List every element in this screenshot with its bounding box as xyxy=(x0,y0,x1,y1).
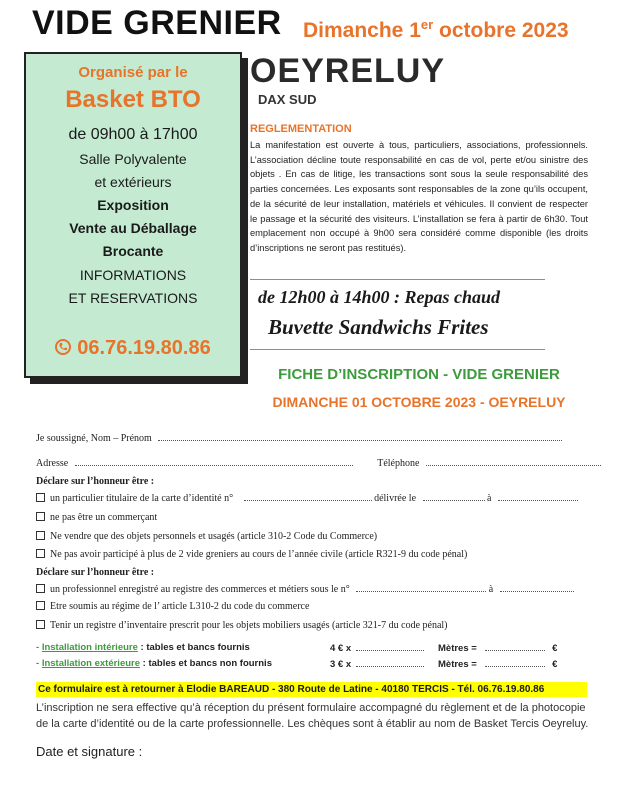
declare-heading-2: Déclare sur l’honneur être : xyxy=(36,567,155,578)
option-label: Ne pas avoir participé à plus de 2 vide greniers au cours de l’année civile (article R321-9 du code pénal) xyxy=(50,549,468,560)
option-label: Tenir un registre d’inventaire prescrit pour les objets mobiliers usagés (article 321-7 du code pénal) xyxy=(50,620,448,631)
signature-label: Date et signature : xyxy=(36,744,143,759)
info-line: INFORMATIONS xyxy=(79,267,187,283)
form-title: FICHE D’INSCRIPTION - VIDE GRENIER xyxy=(278,366,560,383)
installation-desc: : tables et bancs non fournis xyxy=(140,658,272,669)
delivree-label: délivrée le xyxy=(374,493,417,504)
address-field[interactable] xyxy=(75,457,353,466)
dash: - xyxy=(36,642,42,653)
installation-label: Installation extérieure xyxy=(41,658,141,669)
option-label: un particulier titulaire de la carte d’identité n° xyxy=(50,493,234,504)
dash: - xyxy=(36,658,42,669)
option-label: Ne vendre que des objets personnels et usagés (article 310-2 Code du Commerce) xyxy=(50,531,378,542)
checkbox[interactable] xyxy=(36,620,45,629)
option-label: ne pas être un commerçant xyxy=(50,512,158,523)
organizer-box xyxy=(24,52,242,378)
installation-label: Installation intérieure xyxy=(41,642,138,653)
installation-interieure xyxy=(36,642,250,653)
a-label: à xyxy=(487,493,492,504)
activity-exposition: Exposition xyxy=(97,197,169,213)
town-name: OEYRELUY xyxy=(250,52,446,90)
metres-field[interactable] xyxy=(485,658,545,667)
address-label: Adresse xyxy=(36,458,69,469)
id-date-field[interactable] xyxy=(423,492,485,501)
declare-heading: Déclare sur l’honneur être : xyxy=(36,476,155,487)
divider xyxy=(250,279,545,280)
option-commercant xyxy=(36,512,157,523)
price: 3 € x xyxy=(330,659,352,670)
option-participe xyxy=(36,549,467,560)
option-professionnel xyxy=(36,583,574,595)
exterieure-qty xyxy=(330,658,424,670)
reglementation-text: La manifestation est ouverte à tous, particuliers, associations, professionnels. L’association décline toute responsabilité en cas de vol, perte et/ou sinistre des objets . En cas de litige, les transactions sont sous la seule responsabilité des parties concernées. Les exposants sont responsables de la zone qu’ils occupent, de la sécurité de leur installation, matériels et véhicules. Il convient de respecter le passage et la sécurité des visiteurs. L’installation se fera à partir de 6h30. Tout emplacement non occupé à 9h00 sera considéré comme disponible (les droits d’inscriptions ne seront pas restitués). xyxy=(250,140,588,253)
price: 4 € x xyxy=(330,643,352,654)
id-place-field[interactable] xyxy=(498,492,578,501)
name-row xyxy=(36,432,562,444)
phone-field[interactable] xyxy=(426,457,601,466)
exterieure-metres xyxy=(438,658,557,670)
checkbox[interactable] xyxy=(36,549,45,558)
venue-ext: et extérieurs xyxy=(94,174,172,190)
a-label: à xyxy=(488,584,494,595)
date-suffix: octobre 2023 xyxy=(433,19,569,42)
checkbox[interactable] xyxy=(36,601,45,610)
installation-desc: : tables et bancs fournis xyxy=(137,642,250,653)
reglementation-title: REGLEMENTATION xyxy=(250,123,352,135)
return-address: Ce formulaire est à retourner à Elodie BAREAUD - 380 Route de Latine - 40180 TERCIS - Tél. 06.76.19.80.86 xyxy=(36,682,587,697)
id-number-field[interactable] xyxy=(244,492,372,501)
checkbox[interactable] xyxy=(36,531,45,540)
option-vendre xyxy=(36,531,377,542)
option-particulier xyxy=(36,492,578,504)
checkbox[interactable] xyxy=(36,512,45,521)
opening-hours: de 09h00 à 17h00 xyxy=(68,126,198,143)
qty-field[interactable] xyxy=(356,658,424,667)
euro: € xyxy=(552,643,558,654)
organizer-club: Basket BTO xyxy=(65,86,201,113)
interieure-qty xyxy=(330,642,424,654)
phone-label: Téléphone xyxy=(377,458,420,469)
option-registre xyxy=(36,620,448,631)
checkbox[interactable] xyxy=(36,493,45,502)
metres-label: Mètres = xyxy=(438,659,477,670)
form-date: DIMANCHE 01 OCTOBRE 2023 - OEYRELUY xyxy=(272,394,566,410)
option-label: Etre soumis au régime de l’ article L310-2 du code du commerce xyxy=(50,601,310,612)
registration-note: L’inscription ne sera effective qu’à réception du présent formulaire accompagné du règlement et de la photocopie de la carte d’identité ou de la carte professionnelle. Les chèques sont à établir au nom de Basket Tercis Oeyreluy. xyxy=(36,702,589,730)
checkbox[interactable] xyxy=(36,584,45,593)
phone-line xyxy=(26,337,240,360)
name-field[interactable] xyxy=(158,432,562,441)
interieure-metres xyxy=(438,642,557,654)
venue: Salle Polyvalente xyxy=(79,151,187,167)
repas-line: de 12h00 à 14h00 : Repas chaud xyxy=(258,287,501,307)
date-sup: er xyxy=(420,17,434,32)
buvette-line: Buvette Sandwichs Frites xyxy=(268,315,489,339)
euro: € xyxy=(552,659,558,670)
phone-icon xyxy=(55,339,71,355)
town-sub: DAX SUD xyxy=(258,92,317,107)
installation-exterieure xyxy=(36,658,272,669)
name-label: Je soussigné, Nom – Prénom xyxy=(36,433,152,444)
organizer-line: Organisé par le xyxy=(78,64,188,81)
date-prefix: Dimanche 1 xyxy=(303,19,421,42)
activity-vente: Vente au Déballage xyxy=(69,220,197,236)
registry-place-field[interactable] xyxy=(500,583,574,592)
registry-number-field[interactable] xyxy=(356,583,486,592)
divider xyxy=(250,349,545,350)
phone-number[interactable]: 06.76.19.80.86 xyxy=(77,337,211,359)
reservations-line: ET RESERVATIONS xyxy=(68,290,198,306)
event-date xyxy=(303,17,569,43)
option-label: un professionnel enregistré au registre des commerces et métiers sous le n° xyxy=(50,584,350,595)
metres-label: Mètres = xyxy=(438,643,477,654)
qty-field[interactable] xyxy=(356,642,424,651)
address-row xyxy=(36,457,601,469)
activity-brocante: Brocante xyxy=(102,243,164,259)
option-regime xyxy=(36,601,309,612)
page-title: VIDE GRENIER xyxy=(32,4,282,42)
metres-field[interactable] xyxy=(485,642,545,651)
